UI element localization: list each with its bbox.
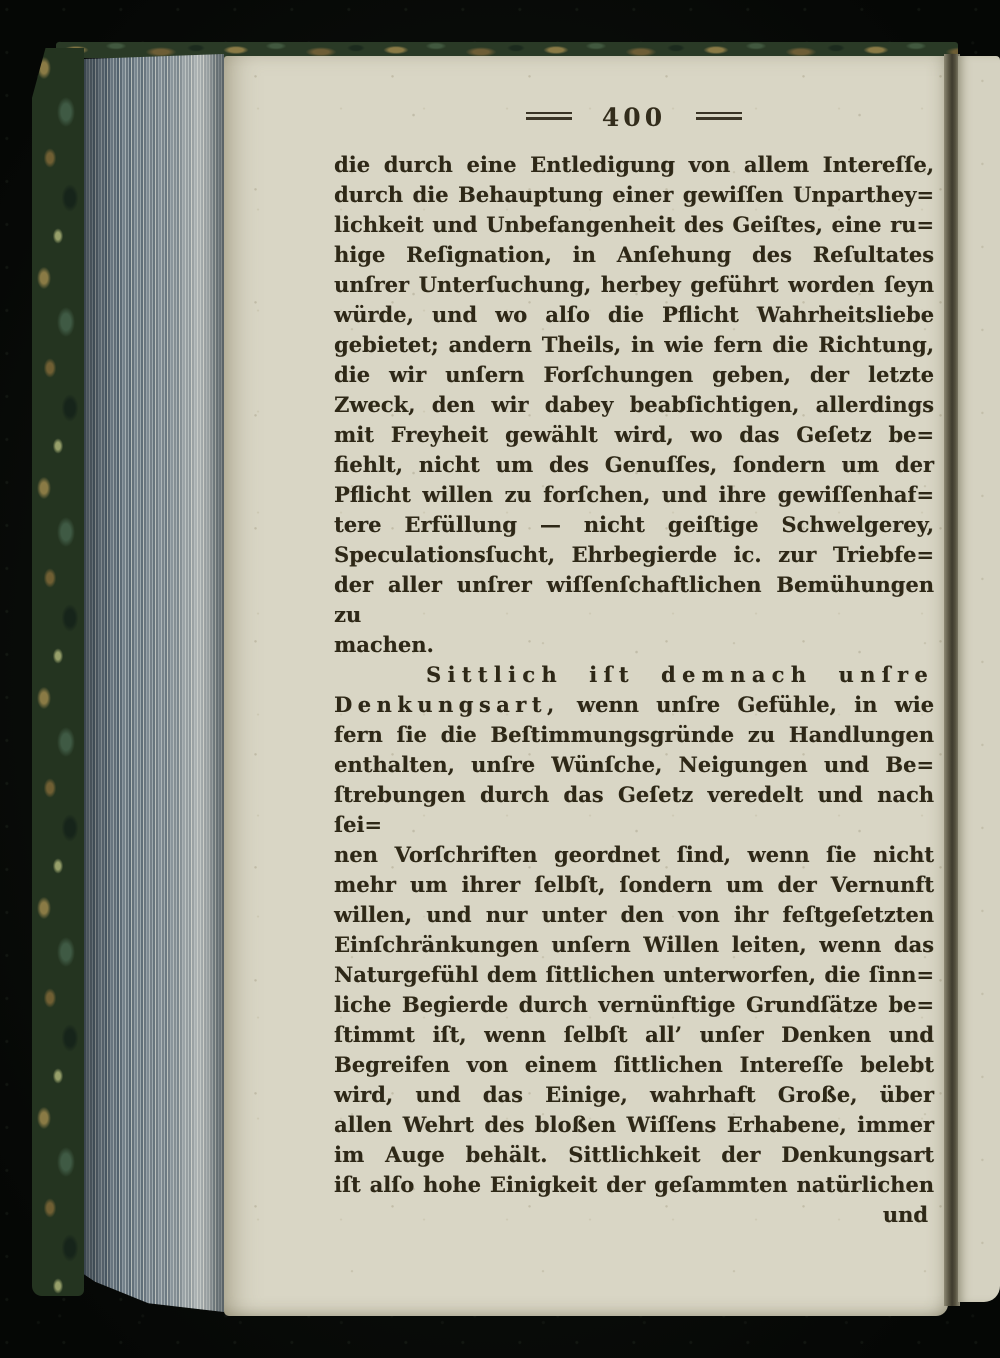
text-line: im Auge behält. Sittlichkeit der Denkungsart xyxy=(334,1142,934,1167)
text-line: Zweck, den wir dabey beabſichtigen, allerdings xyxy=(334,392,934,417)
text-line: willen, und nur unter den von ihr feſtgeſetzten xyxy=(334,902,934,927)
text-line: ſtrebungen durch das Geſetz veredelt und nach ſei= xyxy=(334,782,934,837)
text-line: ſtimmt iſt, wenn ſelbſt all’ unſer Denken und xyxy=(334,1022,934,1047)
text-line: mehr um ihrer ſelbſt, ſondern um der Vernunft xyxy=(334,872,934,897)
text-line: Begreifen von einem ſittlichen Intereſſe belebt xyxy=(334,1052,934,1077)
book-cover-left-edge xyxy=(32,48,84,1296)
text-line: Naturgefühl dem ſittlichen unterworfen, die ſinn= xyxy=(334,962,934,987)
text-line: durch die Behauptung einer gewiſſen Unparthey= xyxy=(334,182,934,207)
text-line: nen Vorſchriften geordnet ſind, wenn ſie nicht xyxy=(334,842,934,867)
fore-edge-page-stack xyxy=(84,54,224,1312)
text-line: machen. xyxy=(334,632,434,657)
text-line: liche Begierde durch vernünftige Grundſätze be= xyxy=(334,992,934,1017)
emphasized-word: Denkungsart, xyxy=(334,692,560,717)
text-line xyxy=(334,690,934,720)
text-line: unſrer Unterſuchung, herbey geführt worden ſeyn xyxy=(334,272,934,297)
text-line: mit Freyheit gewählt wird, wo das Geſetz be= xyxy=(334,422,934,447)
text-line: wird, und das Einige, wahrhaft Große, über xyxy=(334,1082,934,1107)
text-line: allen Wehrt des bloßen Wiſſens Erhabene, immer xyxy=(334,1112,934,1137)
text-block xyxy=(334,150,934,1230)
next-page-edge xyxy=(958,56,1000,1302)
text-line: iſt alſo hohe Einigkeit der geſammten natürlichen xyxy=(334,1172,934,1197)
page-number: 400 xyxy=(601,103,667,132)
text-line: lichkeit und Unbefangenheit des Geiſtes, eine ru= xyxy=(334,212,934,237)
text-line: die durch eine Entledigung von allem Intereſſe, xyxy=(334,152,934,177)
page-header xyxy=(334,103,934,132)
text-line: fern ſie die Beſtimmungsgründe zu Handlungen xyxy=(334,722,934,747)
text-line: Einſchränkungen unſern Willen leiten, wenn das xyxy=(334,932,934,957)
text-line: Speculationsſucht, Ehrbegierde ic. zur Triebfe= xyxy=(334,542,934,567)
text-line: der aller unſrer wiſſenſchaftlichen Bemühungen zu xyxy=(334,572,934,627)
text-line-emphasized: Sittlich iſt demnach unſre xyxy=(426,662,934,687)
text-line: gebietet; andern Theils, in wie fern die Richtung, xyxy=(334,332,934,357)
header-rule-right xyxy=(696,112,742,120)
text-line: fiehlt, nicht um des Genuſſes, ſondern um der xyxy=(334,452,934,477)
text-line: enthalten, unſre Wünſche, Neigungen und Be= xyxy=(334,752,934,777)
text-line: hige Reſignation, in Anſehung des Reſultates xyxy=(334,242,934,267)
text-line: die wir unſern Forſchungen geben, der letzte xyxy=(334,362,934,387)
text-line: tere Erfüllung — nicht geiſtige Schwelgerey, xyxy=(334,512,934,537)
header-rule-left xyxy=(526,112,572,120)
text-line: würde, und wo alſo die Pflicht Wahrheitsliebe xyxy=(334,302,934,327)
catchword: und xyxy=(882,1202,928,1227)
text-line: Pflicht willen zu forſchen, und ihre gewiſſenhaf= xyxy=(334,482,934,507)
text-run: wenn unſre Gefühle, in wie xyxy=(576,692,935,717)
